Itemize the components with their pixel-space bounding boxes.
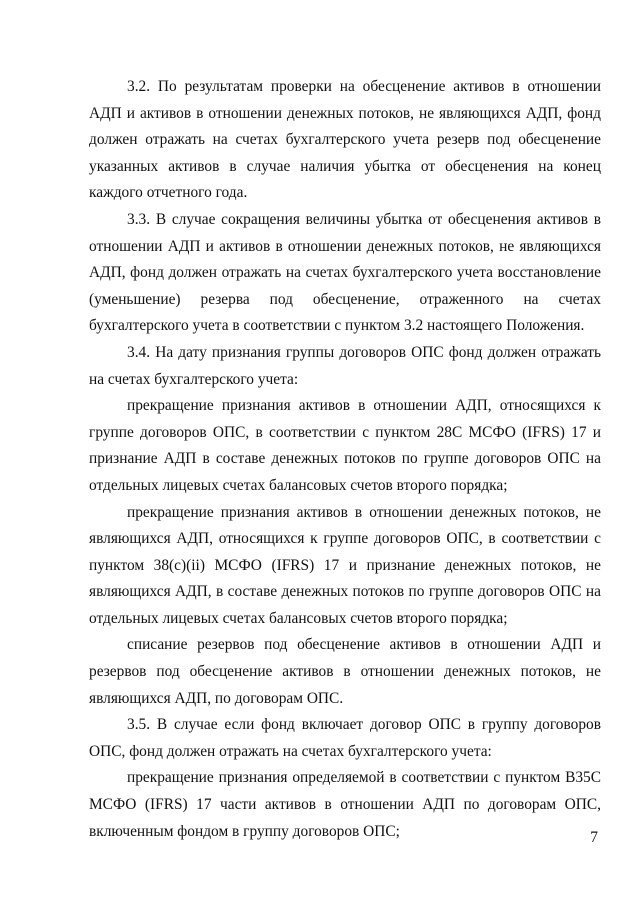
paragraph-3-4-item-3: списание резервов под обесценение активов в отношении АДП и резервов под обесценение активов в отношении денежных потоков, не являющихся АДП, по договорам ОПС. <box>89 636 601 707</box>
paragraph-3-5-item-1: прекращение признания определяемой в соответствии с пунктом B35C МСФО (IFRS) 17 части активов в отношении АДП по договорам ОПС, включенным фондом в группу договоров ОПС; <box>89 769 601 840</box>
paragraph-3-4-item-2: прекращение признания активов в отношении денежных потоков, не являющихся АДП, относящихся к группе договоров ОПС, в соответствии с пунктом 38(c)(ii) МСФО (IFRS) 17 и признание денежных потоков, не являющихся АДП, в составе денежных потоков по группе договоров ОПС на отдельных лицевых счетах балансовых счетов второго порядка; <box>89 503 601 627</box>
paragraph-3-5: 3.5. В случае если фонд включает договор ОПС в группу договоров ОПС, фонд должен отражать на счетах бухгалтерского учета: <box>89 716 601 760</box>
paragraph-3-2: 3.2. По результатам проверки на обесценение активов в отношении АДП и активов в отношении денежных потоков, не являющихся АДП, фонд должен отражать на счетах бухгалтерского учета резерв под обесценение указанных активов в случае наличия убытка от обесценения на конец каждого отчетного года. <box>89 78 601 202</box>
paragraph-3-3: 3.3. В случае сокращения величины убытка от обесценения активов в отношении АДП и активов в отношении денежных потоков, не являющихся АДП, фонд должен отражать на счетах бухгалтерского учета восстановление (уменьшение) резерва под обесценение, отраженного на счетах бухгалтерского учета в соответствии с пунктом 3.2 настоящего Положения. <box>89 210 601 335</box>
paragraph-3-4-item-1: прекращение признания активов в отношении АДП, относящихся к группе договоров ОПС, в соответствии с пунктом 28С МСФО (IFRS) 17 и признание АДП в составе денежных потоков по группе договоров ОПС на отдельных лицевых счетах балансовых счетов второго порядка; <box>89 397 601 494</box>
document-body <box>89 74 601 845</box>
paragraph-3-4: 3.4. На дату признания группы договоров ОПС фонд должен отражать на счетах бухгалтерского учета: <box>89 343 601 388</box>
page-number: 7 <box>590 829 598 846</box>
